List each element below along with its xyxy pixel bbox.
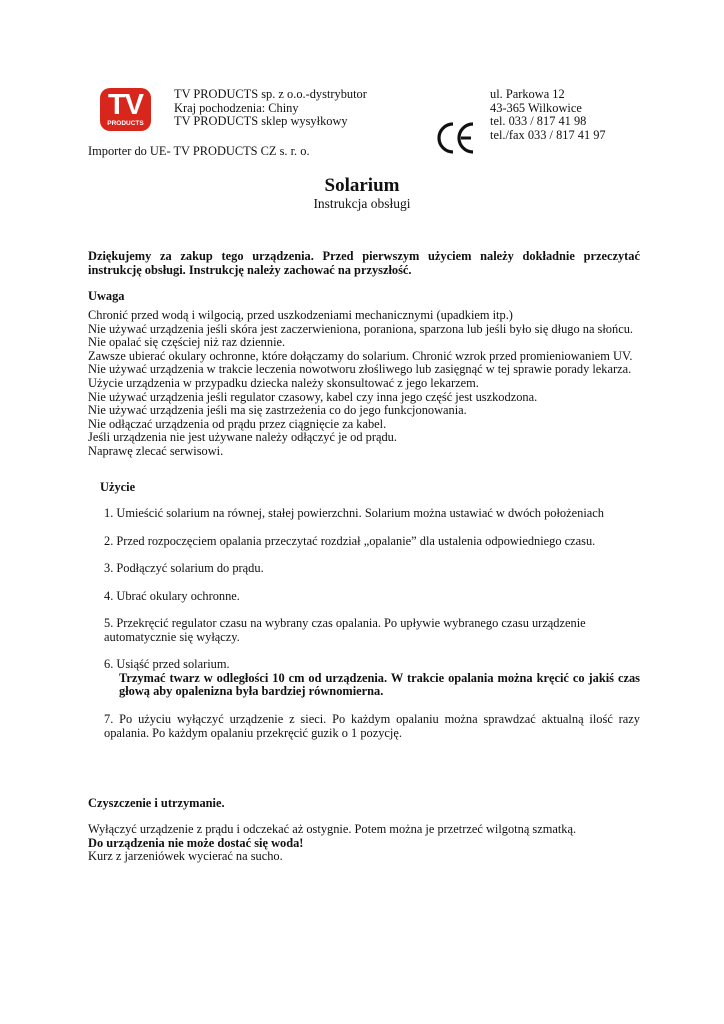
care-line: Kurz z jarzeniówek wycierać na sucho. bbox=[88, 849, 283, 864]
usage-step-6-note: Trzymać twarz w odległości 10 cm od urządzenia. W trakcie opalania można kręcić co jakiś czas głową aby opalenizna była bardziej równomierna. bbox=[119, 670, 640, 699]
warning-heading: Uwaga bbox=[88, 289, 125, 303]
usage-step-1: 1. Umieścić solarium na równej, stałej powierzchni. Solarium można ustawiać w dwóch położeniach bbox=[104, 506, 604, 520]
shop-line: TV PRODUCTS sklep wysyłkowy bbox=[174, 114, 348, 129]
fax-line: tel./fax 033 / 817 41 97 bbox=[490, 127, 606, 142]
warning-item: Naprawę zlecać serwisowi. bbox=[88, 443, 224, 458]
care-section bbox=[88, 823, 648, 864]
warning-list bbox=[88, 309, 640, 459]
distributor-line: TV PRODUCTS sp. z o.o.-dystrybutor bbox=[174, 87, 367, 101]
usage-step-5: 5. Przekręcić regulator czasu na wybrany czas opalania. Po upływie wybranego czasu urządzenie automatycznie się wyłączy. bbox=[104, 616, 586, 644]
ce-mark-icon bbox=[436, 120, 476, 156]
usage-step-2: 2. Przed rozpoczęciem opalania przeczytać rozdział „opalanie” dla ustalenia odpowiedniego czasu. bbox=[104, 534, 596, 548]
usage-step-3: 3. Podłączyć solarium do prądu. bbox=[104, 561, 264, 575]
warning-item: Użycie urządzenia w przypadku dziecka należy skonsultować z jego lekarzem. bbox=[88, 375, 479, 390]
origin-line: Kraj pochodzenia: Chiny bbox=[174, 100, 299, 115]
usage-step-6-text: 6. Usiąść przed solarium. bbox=[104, 657, 230, 671]
city-line: 43-365 Wilkowice bbox=[490, 100, 582, 115]
warning-item: Zawsze ubierać okulary ochronne, które dołączamy do solarium. Chronić wzrok przed promieniowaniem UV. bbox=[88, 348, 633, 363]
document-title: Solarium bbox=[324, 175, 400, 196]
care-line: Wyłączyć urządzenie z prądu i odczekać aż ostygnie. Potem można je przetrzeć wilgotną szmatką. bbox=[88, 822, 577, 836]
warning-item: Nie używać urządzenia jeśli skóra jest zaczerwieniona, poraniona, sparzona lub jeśli było się długo na słońcu. bbox=[88, 321, 633, 336]
warning-item: Nie używać urządzenia w trakcie leczenia nowotworu złośliwego lub zasięgnąć w tej sprawie porady lekarza. bbox=[88, 362, 632, 377]
logo-sub-text: PRODUCTS bbox=[107, 120, 144, 127]
usage-step-6 bbox=[104, 658, 640, 699]
usage-step-7: 7. Po użyciu wyłączyć urządzenie z sieci. Po każdym opalaniu można sprawdzać aktualną ilość razy opalania. Po każdym opalaniu przekręcić guzik o 1 pozycję. bbox=[104, 712, 640, 740]
warning-item: Nie używać urządzenia jeśli regulator czasowy, kabel czy inna jego część jest uszkodzona. bbox=[88, 389, 538, 404]
warning-item: Jeśli urządzenia nie jest używane należy odłączyć je od prądu. bbox=[88, 430, 397, 445]
phone-line: tel. 033 / 817 41 98 bbox=[490, 114, 587, 129]
distributor-info bbox=[174, 88, 367, 129]
intro-paragraph: Dziękujemy za zakup tego urządzenia. Przed pierwszym użyciem należy dokładnie przeczytać instrukcję obsługi. Instrukcję należy zachować na przyszłość. bbox=[88, 249, 640, 277]
warning-item: Nie używać urządzenia jeśli ma się zastrzeżenia co do jego funkcjonowania. bbox=[88, 403, 467, 418]
warning-item: Chronić przed wodą i wilgocią, przed uszkodzeniami mechanicznymi (upadkiem itp.) bbox=[88, 308, 513, 322]
care-warning-line: Do urządzenia nie może dostać się woda! bbox=[88, 835, 304, 850]
warning-item: Nie odłączać urządzenia od prądu przez ciągnięcie za kabel. bbox=[88, 416, 387, 431]
usage-heading: Użycie bbox=[100, 480, 136, 494]
tv-products-logo bbox=[100, 88, 151, 131]
importer-line: Importer do UE- TV PRODUCTS CZ s. r. o. bbox=[88, 144, 310, 158]
usage-step-4: 4. Ubrać okulary ochronne. bbox=[104, 589, 240, 603]
document-subtitle: Instrukcja obsługi bbox=[313, 196, 411, 211]
warning-item: Nie opalać się częściej niż raz dziennie. bbox=[88, 335, 286, 350]
logo-main-text: TV bbox=[107, 89, 144, 121]
street-line: ul. Parkowa 12 bbox=[490, 87, 565, 101]
address-info bbox=[490, 88, 606, 142]
care-heading: Czyszczenie i utrzymanie. bbox=[88, 796, 225, 810]
